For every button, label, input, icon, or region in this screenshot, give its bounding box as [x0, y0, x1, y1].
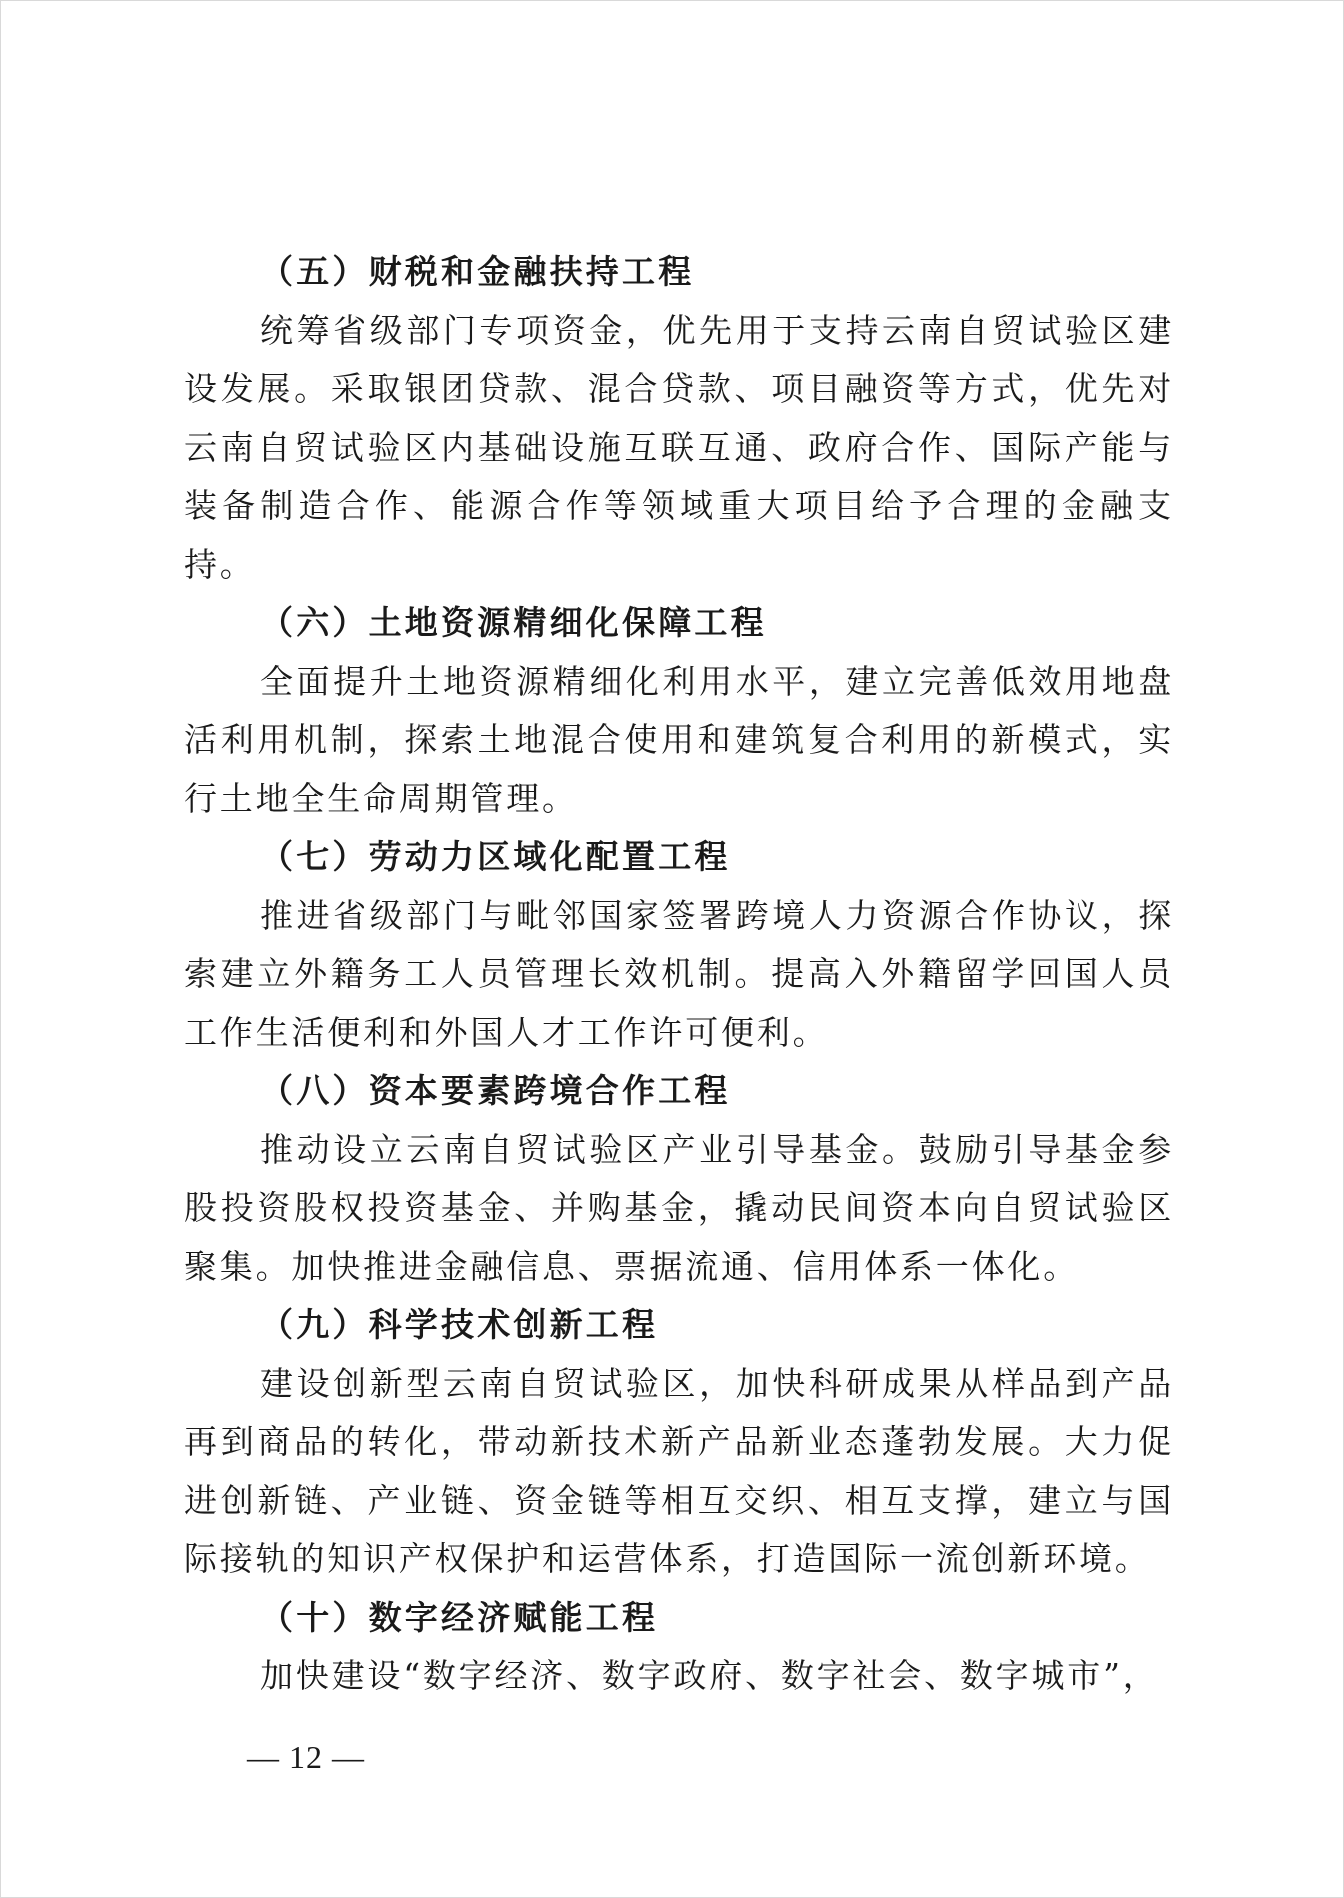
- page-number: — 12 —: [247, 1739, 365, 1775]
- section-paragraph-9: 建设创新型云南自贸试验区，加快科研成果从样品到产品再到商品的转化，带动新技术新产品新业态蓬勃发展。大力促进创新链、产业链、资金链等相互交织、相互支撑，建立与国际接轨的知识产权保护和运营体系，打造国际一流创新环境。: [184, 1363, 1174, 1578]
- section-paragraph-5: 统筹省级部门专项资金，优先用于支持云南自贸试验区建设发展。采取银团贷款、混合贷款、项目融资等方式，优先对云南自贸试验区内基础设施互联互通、政府合作、国际产能与装备制造合作、能源合作等领域重大项目给予合理的金融支持。: [184, 310, 1174, 584]
- section-heading-9: （九）科学技术创新工程: [260, 1305, 659, 1344]
- section-heading-7: （七）劳动力区域化配置工程: [260, 837, 731, 876]
- section-heading-6: （六）土地资源精细化保障工程: [260, 603, 767, 642]
- section-paragraph-8: 推动设立云南自贸试验区产业引导基金。鼓励引导基金参股投资股权投资基金、并购基金，撬动民间资本向自贸试验区聚集。加快推进金融信息、票据流通、信用体系一体化。: [184, 1129, 1174, 1286]
- document-body: [184, 243, 1174, 1706]
- section-heading-8: （八）资本要素跨境合作工程: [260, 1071, 731, 1110]
- section-paragraph-6: 全面提升土地资源精细化利用水平，建立完善低效用地盘活利用机制，探索土地混合使用和建筑复合利用的新模式，实行土地全生命周期管理。: [184, 661, 1174, 818]
- section-paragraph-10: 加快建设“数字经济、数字政府、数字社会、数字城市”，: [260, 1656, 1159, 1695]
- section-heading-5: （五）财税和金融扶持工程: [260, 252, 695, 291]
- section-heading-10: （十）数字经济赋能工程: [260, 1597, 659, 1637]
- section-paragraph-7: 推进省级部门与毗邻国家签署跨境人力资源合作协议，探索建立外籍务工人员管理长效机制。提高入外籍留学回国人员工作生活便利和外国人才工作许可便利。: [184, 895, 1174, 1052]
